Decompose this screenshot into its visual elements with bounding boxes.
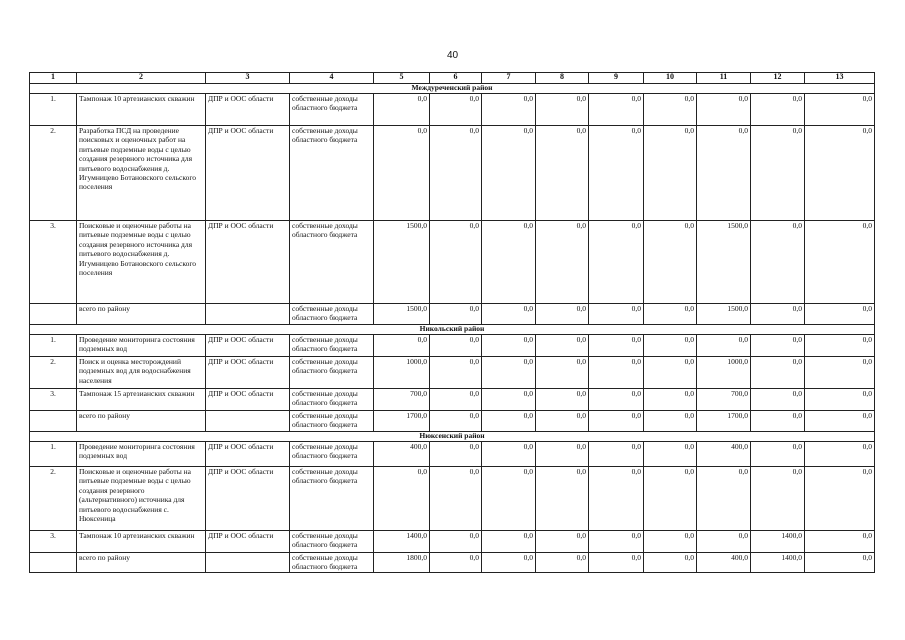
value-cell: 0,0 (805, 335, 875, 357)
value-cell: 0,0 (644, 411, 697, 432)
executor: ДПР и ООС области (206, 467, 290, 531)
value-cell: 1700,0 (374, 411, 430, 432)
value-cell: 400,0 (697, 553, 751, 573)
measure-name: всего по району (77, 553, 206, 573)
table-row (30, 221, 875, 304)
executor: ДПР и ООС области (206, 94, 290, 126)
header-cell: 5 (374, 73, 430, 84)
value-cell: 0,0 (536, 553, 589, 573)
executor (206, 553, 290, 573)
value-cell: 0,0 (697, 335, 751, 357)
header-cell: 6 (430, 73, 482, 84)
value-cell: 0,0 (805, 357, 875, 389)
value-cell: 0,0 (751, 467, 805, 531)
row-number: 3. (30, 531, 77, 553)
value-cell: 0,0 (536, 221, 589, 304)
value-cell: 0,0 (430, 357, 482, 389)
value-cell: 0,0 (430, 389, 482, 411)
value-cell: 0,0 (430, 304, 482, 325)
measure-name: всего по району (77, 411, 206, 432)
page-number: 40 (446, 50, 459, 61)
value-cell: 0,0 (805, 553, 875, 573)
value-cell: 700,0 (697, 389, 751, 411)
row-number: 2. (30, 126, 77, 221)
executor: ДПР и ООС области (206, 389, 290, 411)
value-cell: 0,0 (482, 357, 536, 389)
district-title: Нюксенский район (30, 432, 875, 442)
value-cell: 0,0 (697, 94, 751, 126)
value-cell: 0,0 (751, 335, 805, 357)
value-cell: 0,0 (805, 94, 875, 126)
value-cell: 0,0 (482, 335, 536, 357)
value-cell: 0,0 (430, 126, 482, 221)
row-number: 1. (30, 442, 77, 467)
district-total-row (30, 304, 875, 325)
value-cell: 0,0 (482, 304, 536, 325)
header-cell: 9 (589, 73, 644, 84)
value-cell: 1500,0 (374, 304, 430, 325)
value-cell: 1500,0 (697, 304, 751, 325)
value-cell: 0,0 (751, 411, 805, 432)
header-cell: 3 (206, 73, 290, 84)
measure-name: всего по району (77, 304, 206, 325)
value-cell: 0,0 (805, 389, 875, 411)
header-cell: 1 (30, 73, 77, 84)
value-cell: 0,0 (697, 531, 751, 553)
value-cell: 0,0 (751, 304, 805, 325)
header-cell: 8 (536, 73, 589, 84)
value-cell: 0,0 (589, 126, 644, 221)
value-cell: 0,0 (430, 221, 482, 304)
value-cell: 0,0 (430, 531, 482, 553)
header-row (30, 73, 875, 84)
value-cell: 0,0 (644, 304, 697, 325)
value-cell: 0,0 (644, 221, 697, 304)
value-cell: 0,0 (374, 335, 430, 357)
value-cell: 0,0 (374, 94, 430, 126)
executor: ДПР и ООС области (206, 221, 290, 304)
value-cell: 0,0 (430, 411, 482, 432)
budget-table (29, 72, 875, 573)
funding-source: собственные доходы областного бюджета (290, 357, 374, 389)
measure-name: Тампонаж 10 артезианских скважин (77, 94, 206, 126)
value-cell: 0,0 (482, 411, 536, 432)
table-row (30, 531, 875, 553)
value-cell: 0,0 (805, 467, 875, 531)
value-cell: 0,0 (805, 221, 875, 304)
value-cell: 0,0 (430, 553, 482, 573)
value-cell: 700,0 (374, 389, 430, 411)
measure-name: Проведение мониторинга состояния подземных вод (77, 335, 206, 357)
table-row (30, 94, 875, 126)
value-cell: 0,0 (589, 357, 644, 389)
district-row (30, 432, 875, 442)
value-cell: 0,0 (589, 304, 644, 325)
value-cell: 0,0 (644, 389, 697, 411)
executor: ДПР и ООС области (206, 357, 290, 389)
value-cell: 0,0 (482, 467, 536, 531)
header-cell: 12 (751, 73, 805, 84)
value-cell: 0,0 (805, 411, 875, 432)
table-body (30, 73, 875, 573)
value-cell: 0,0 (751, 442, 805, 467)
value-cell: 0,0 (482, 553, 536, 573)
value-cell: 0,0 (430, 467, 482, 531)
value-cell: 0,0 (751, 94, 805, 126)
value-cell: 0,0 (536, 389, 589, 411)
value-cell: 1000,0 (374, 357, 430, 389)
value-cell: 0,0 (482, 531, 536, 553)
value-cell: 0,0 (536, 126, 589, 221)
value-cell: 0,0 (644, 126, 697, 221)
value-cell: 0,0 (536, 304, 589, 325)
header-cell: 7 (482, 73, 536, 84)
header-cell: 2 (77, 73, 206, 84)
executor (206, 411, 290, 432)
value-cell: 0,0 (482, 221, 536, 304)
funding-source: собственные доходы областного бюджета (290, 126, 374, 221)
value-cell: 400,0 (374, 442, 430, 467)
value-cell: 0,0 (644, 467, 697, 531)
value-cell: 0,0 (644, 94, 697, 126)
value-cell: 1400,0 (751, 531, 805, 553)
district-title: Никольский район (30, 325, 875, 335)
funding-source: собственные доходы областного бюджета (290, 221, 374, 304)
value-cell: 0,0 (482, 389, 536, 411)
executor: ДПР и ООС области (206, 442, 290, 467)
value-cell: 0,0 (482, 126, 536, 221)
table-row (30, 389, 875, 411)
row-number: 3. (30, 389, 77, 411)
value-cell: 0,0 (589, 467, 644, 531)
value-cell: 0,0 (589, 553, 644, 573)
value-cell: 0,0 (482, 442, 536, 467)
measure-name: Поисковые и оценочные работы на питьевые подземные воды с целью создания резервного источника для питьевого водоснабжения д. Игумницево Ботановского сельского поселения (77, 221, 206, 304)
measure-name: Проведение мониторинга состояния подземных вод (77, 442, 206, 467)
value-cell: 0,0 (536, 357, 589, 389)
value-cell: 1800,0 (374, 553, 430, 573)
value-cell: 0,0 (697, 467, 751, 531)
row-number (30, 304, 77, 325)
measure-name: Разработка ПСД на проведение поисковых и оценочных работ на питьевые подземные воды с целью создания резервного источника для питьевого водоснабжения д. Игумницево Ботановского сельского поселения (77, 126, 206, 221)
table-row (30, 467, 875, 531)
district-total-row (30, 411, 875, 432)
value-cell: 0,0 (536, 442, 589, 467)
district-title: Междуреченский район (30, 84, 875, 94)
funding-source: собственные доходы областного бюджета (290, 442, 374, 467)
value-cell: 0,0 (536, 94, 589, 126)
value-cell: 0,0 (589, 442, 644, 467)
value-cell: 0,0 (805, 531, 875, 553)
table-row (30, 126, 875, 221)
value-cell: 0,0 (697, 126, 751, 221)
executor: ДПР и ООС области (206, 126, 290, 221)
row-number: 3. (30, 221, 77, 304)
value-cell: 400,0 (697, 442, 751, 467)
value-cell: 0,0 (589, 411, 644, 432)
funding-source: собственные доходы областного бюджета (290, 411, 374, 432)
value-cell: 0,0 (751, 357, 805, 389)
value-cell: 0,0 (374, 126, 430, 221)
district-row (30, 325, 875, 335)
measure-name: Тампонаж 10 артезианских скважин (77, 531, 206, 553)
value-cell: 0,0 (589, 335, 644, 357)
value-cell: 1400,0 (751, 553, 805, 573)
funding-source: собственные доходы областного бюджета (290, 335, 374, 357)
funding-source: собственные доходы областного бюджета (290, 467, 374, 531)
value-cell: 0,0 (536, 467, 589, 531)
value-cell: 0,0 (644, 531, 697, 553)
executor: ДПР и ООС области (206, 531, 290, 553)
value-cell: 0,0 (482, 94, 536, 126)
funding-source: собственные доходы областного бюджета (290, 94, 374, 126)
table-row (30, 335, 875, 357)
value-cell: 0,0 (430, 335, 482, 357)
value-cell: 0,0 (644, 553, 697, 573)
value-cell: 0,0 (805, 442, 875, 467)
value-cell: 1700,0 (697, 411, 751, 432)
value-cell: 1500,0 (374, 221, 430, 304)
header-cell: 13 (805, 73, 875, 84)
measure-name: Поисковые и оценочные работы на питьевые подземные воды с целью создания резервного (альтернативного) источника для питьевого водоснабжения с. Нюксеница (77, 467, 206, 531)
value-cell: 0,0 (536, 531, 589, 553)
district-row (30, 84, 875, 94)
funding-source: собственные доходы областного бюджета (290, 304, 374, 325)
header-cell: 10 (644, 73, 697, 84)
table-row (30, 357, 875, 389)
measure-name: Тампонаж 15 артезианских скважин (77, 389, 206, 411)
value-cell: 0,0 (805, 304, 875, 325)
value-cell: 0,0 (589, 94, 644, 126)
value-cell: 0,0 (430, 442, 482, 467)
table-row (30, 442, 875, 467)
funding-source: собственные доходы областного бюджета (290, 389, 374, 411)
row-number: 1. (30, 94, 77, 126)
value-cell: 1500,0 (697, 221, 751, 304)
value-cell: 0,0 (644, 442, 697, 467)
district-total-row (30, 553, 875, 573)
executor: ДПР и ООС области (206, 335, 290, 357)
value-cell: 0,0 (536, 411, 589, 432)
value-cell: 0,0 (589, 531, 644, 553)
value-cell: 0,0 (805, 126, 875, 221)
header-cell: 11 (697, 73, 751, 84)
value-cell: 0,0 (751, 126, 805, 221)
funding-source: собственные доходы областного бюджета (290, 553, 374, 573)
executor (206, 304, 290, 325)
value-cell: 0,0 (751, 389, 805, 411)
value-cell: 1400,0 (374, 531, 430, 553)
value-cell: 0,0 (751, 221, 805, 304)
header-cell: 4 (290, 73, 374, 84)
row-number (30, 553, 77, 573)
row-number: 2. (30, 357, 77, 389)
row-number (30, 411, 77, 432)
value-cell: 0,0 (589, 389, 644, 411)
value-cell: 1000,0 (697, 357, 751, 389)
value-cell: 0,0 (644, 357, 697, 389)
value-cell: 0,0 (589, 221, 644, 304)
value-cell: 0,0 (430, 94, 482, 126)
funding-source: собственные доходы областного бюджета (290, 531, 374, 553)
row-number: 1. (30, 335, 77, 357)
measure-name: Поиск и оценка месторождений подземных вод для водоснабжения населения (77, 357, 206, 389)
row-number: 2. (30, 467, 77, 531)
value-cell: 0,0 (374, 467, 430, 531)
value-cell: 0,0 (536, 335, 589, 357)
value-cell: 0,0 (644, 335, 697, 357)
